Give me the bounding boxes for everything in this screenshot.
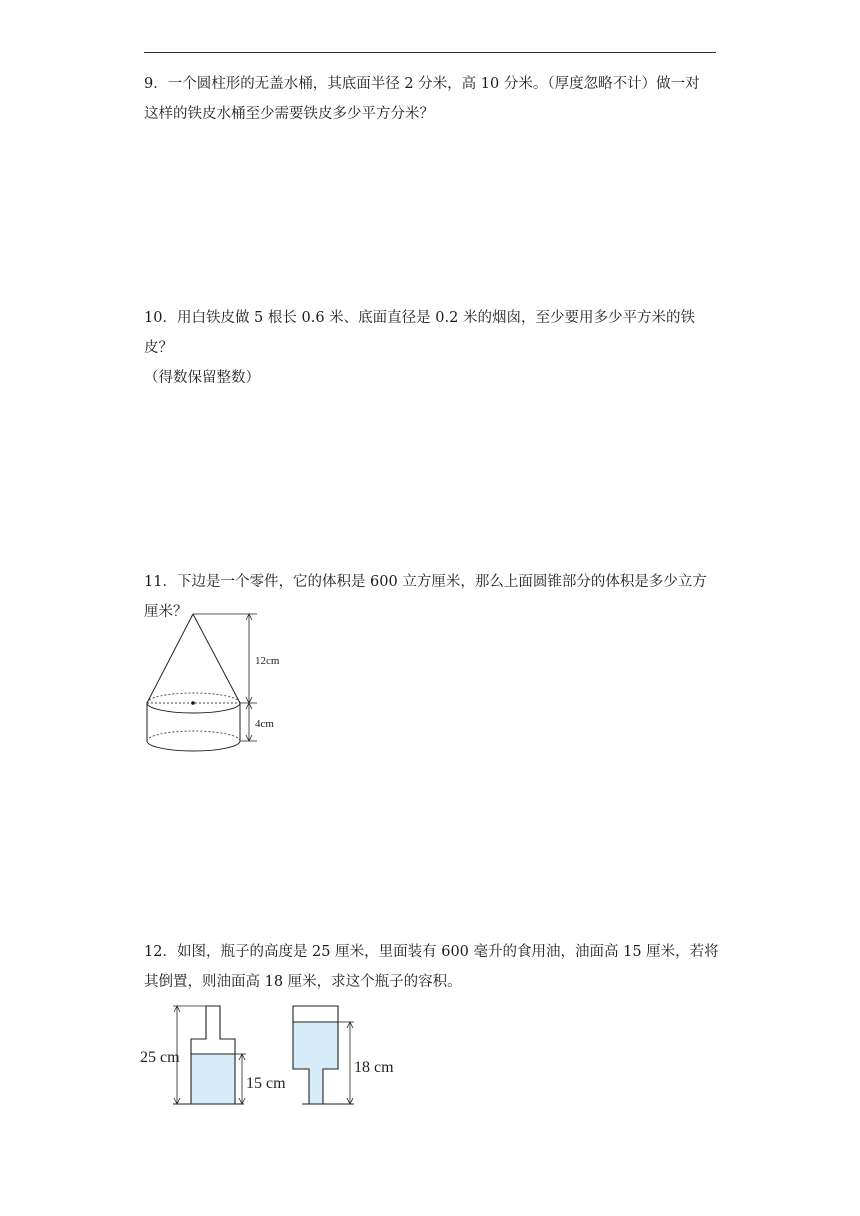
question-9 xyxy=(144,69,720,129)
question-10-line-1: 10．用白铁皮做 5 根长 0.6 米、底面直径是 0.2 米的烟囱，至少要用多少平方米的铁皮？ xyxy=(144,310,695,356)
cylinder-bottom-back-arc xyxy=(147,731,240,741)
bottle-height-label: 25 cm xyxy=(140,1049,180,1066)
cone-height-label: 12cm xyxy=(255,655,280,667)
inverted-oil-body xyxy=(293,1022,338,1069)
cylinder-height-label: 4cm xyxy=(255,718,274,730)
question-9-line-2: 这样的铁皮水桶至少需要铁皮多少平方分米？ xyxy=(144,106,434,122)
question-11-line-2: 厘米？ xyxy=(144,604,188,620)
inverted-oil-height-label: 18 cm xyxy=(354,1059,394,1076)
question-11-line-1: 11．下边是一个零件，它的体积是 600 立方厘米，那么上面圆锥部分的体积是多少立方 xyxy=(144,574,707,590)
upright-oil xyxy=(191,1054,235,1104)
cylinder-bottom-front-arc xyxy=(147,741,240,751)
question-10-line-2: （得数保留整数） xyxy=(144,370,260,386)
oil-height-label: 15 cm xyxy=(246,1075,286,1092)
question-12-line-2: 其倒置，则油面高 18 厘米，求这个瓶子的容积。 xyxy=(144,974,462,990)
center-point xyxy=(191,701,195,705)
cone-cylinder-figure xyxy=(140,605,310,755)
question-12 xyxy=(144,937,720,997)
question-10 xyxy=(144,303,720,393)
bottle-figure xyxy=(140,1000,410,1112)
header-rule xyxy=(144,52,716,53)
inverted-oil-neck xyxy=(309,1069,323,1104)
cone-left-edge xyxy=(147,614,193,703)
question-12-line-1: 12．如图，瓶子的高度是 25 厘米，里面装有 600 毫升的食用油，油面高 15 厘米，若将 xyxy=(144,944,719,960)
question-9-line-1: 9．一个圆柱形的无盖水桶，其底面半径 2 分米，高 10 分米。（厚度忽略不计）做一对 xyxy=(144,76,700,92)
cone-right-edge xyxy=(193,614,240,703)
